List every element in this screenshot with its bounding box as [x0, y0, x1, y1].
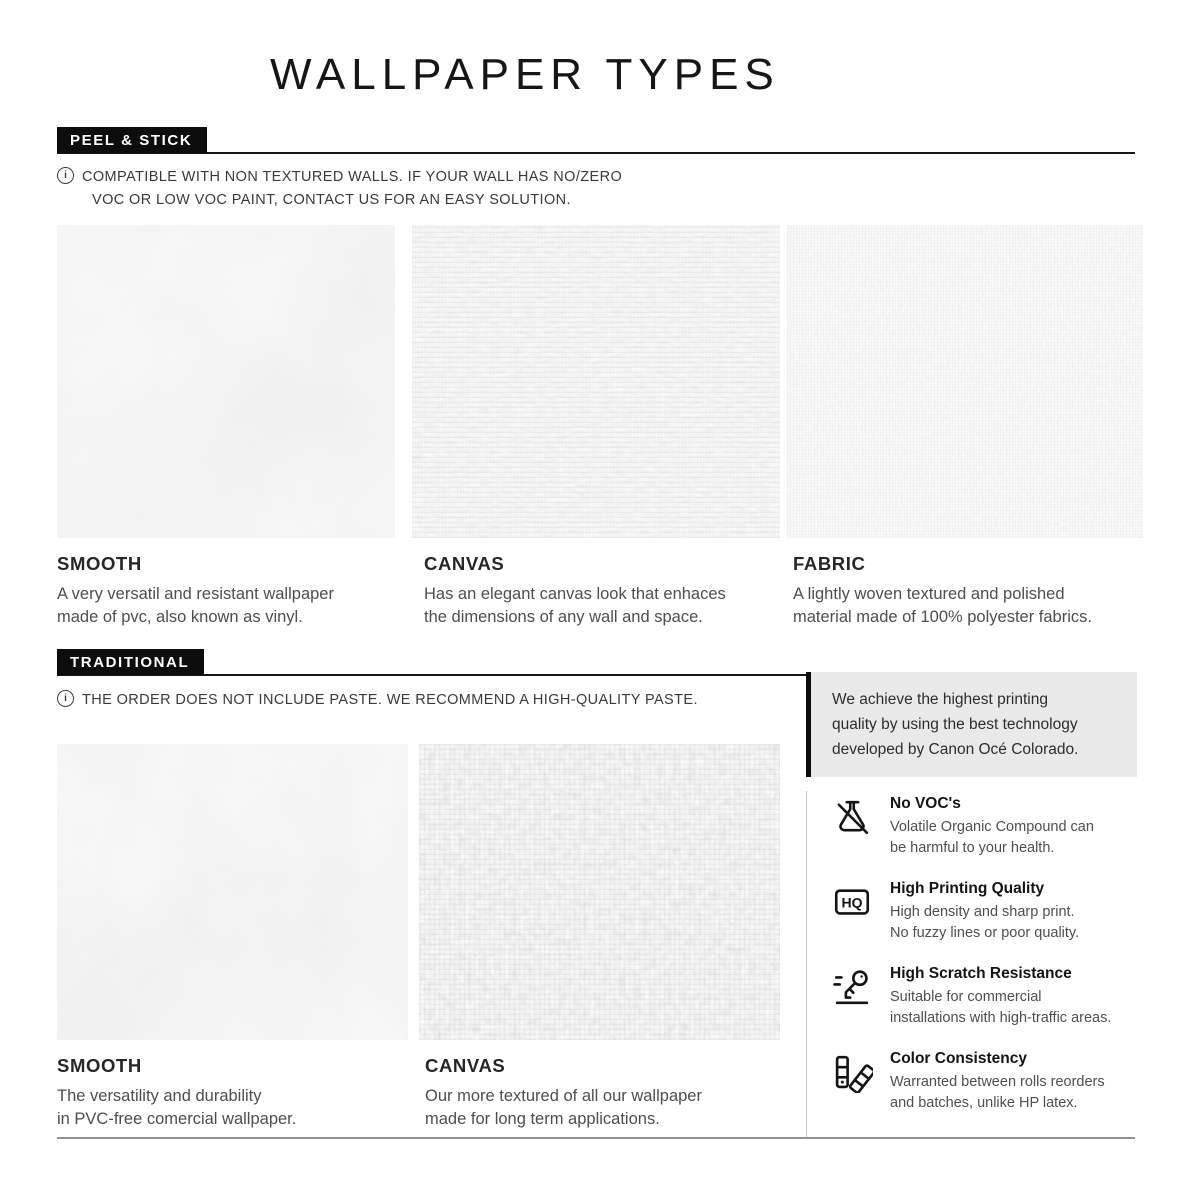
note-peel-stick-text — [82, 166, 622, 212]
feature-text — [890, 880, 1079, 945]
swatch-card-peel-fabric — [787, 225, 1144, 630]
feature-text — [890, 795, 1094, 860]
note-peel-stick — [57, 166, 622, 212]
color-swatchbook-icon — [831, 1051, 873, 1093]
feature-title: Color Consistency — [890, 1049, 1027, 1067]
feature-list — [806, 791, 1140, 1137]
note-traditional-text — [82, 689, 698, 712]
feature-title: High Printing Quality — [890, 879, 1045, 897]
swatch-description: The versatility and durability in PVC-free comercial wallpaper. — [57, 1087, 297, 1129]
swatch-description: A very versatil and resistant wallpaper made of pvc, also known as vinyl. — [57, 585, 334, 627]
feature-high-scratch-resistance — [831, 965, 1140, 1030]
feature-title: No VOC's — [890, 795, 961, 812]
info-icon: i — [57, 167, 74, 184]
feature-description: High density and sharp print. No fuzzy lines or poor quality. — [890, 903, 1080, 942]
hq-badge-text: HQ — [841, 894, 863, 911]
feature-title: High Scratch Resistance — [890, 964, 1072, 982]
feature-text — [890, 1050, 1105, 1115]
feature-no-voc — [831, 795, 1140, 860]
section-label-peel-stick: PEEL & STICK — [57, 127, 207, 153]
bottom-divider — [57, 1137, 1135, 1139]
swatch-description: Our more textured of all our wallpaper made for long term applications. — [425, 1087, 702, 1129]
swatch-card-peel-canvas — [412, 225, 780, 630]
swatch-description: Has an elegant canvas look that enhaces the dimensions of any wall and space. — [424, 585, 726, 627]
swatch-title: FABRIC — [793, 553, 866, 574]
feature-color-consistency — [831, 1050, 1140, 1115]
feature-description: Warranted between rolls reorders and batches, unlike HP latex. — [890, 1073, 1105, 1112]
swatch-title: CANVAS — [425, 1055, 506, 1076]
swatch-image-smooth — [57, 225, 395, 538]
swatch-title: CANVAS — [424, 553, 505, 574]
feature-text — [890, 965, 1111, 1030]
swatch-image-canvas — [412, 225, 780, 538]
section-label-traditional: TRADITIONAL — [57, 649, 204, 675]
swatch-card-traditional-canvas — [419, 744, 780, 1132]
swatch-title: SMOOTH — [57, 1055, 142, 1076]
swatch-card-peel-smooth — [57, 225, 395, 630]
swatch-image-fabric — [787, 225, 1143, 538]
feature-high-printing-quality — [831, 880, 1140, 945]
note-traditional — [57, 689, 698, 712]
feature-description: Volatile Organic Compound can be harmful to your health. — [890, 819, 1094, 857]
swatch-image-smooth — [57, 744, 408, 1040]
note-line: COMPATIBLE WITH NON TEXTURED WALLS. IF YOUR WALL HAS NO/ZERO — [82, 169, 623, 185]
quote-line: developed by Canon Océ Colorado. — [832, 741, 1079, 759]
note-line: VOC OR LOW VOC PAINT, CONTACT US FOR AN EASY SOLUTION. — [92, 192, 571, 209]
page-title: WALLPAPER TYPES — [270, 50, 780, 99]
swatch-description: A lightly woven textured and polished material made of 100% polyester fabrics. — [793, 585, 1092, 627]
feature-description: Suitable for commercial installations with high-traffic areas. — [890, 988, 1112, 1027]
section-header-peel-stick — [57, 132, 1135, 154]
quote-line: quality by using the best technology — [832, 716, 1078, 734]
quote-line: We achieve the highest printing — [832, 691, 1048, 708]
swatch-image-canvas-rough — [419, 744, 780, 1040]
info-icon: i — [57, 690, 74, 707]
scratch-key-icon — [831, 966, 873, 1008]
swatch-title: SMOOTH — [57, 553, 142, 574]
note-line: THE ORDER DOES NOT INCLUDE PASTE. WE RECOMMEND A HIGH-QUALITY PASTE. — [82, 692, 698, 708]
hq-badge-icon — [831, 881, 873, 923]
swatch-card-traditional-smooth — [57, 744, 408, 1132]
no-voc-flask-icon — [831, 796, 873, 838]
quote-box — [806, 672, 1137, 777]
